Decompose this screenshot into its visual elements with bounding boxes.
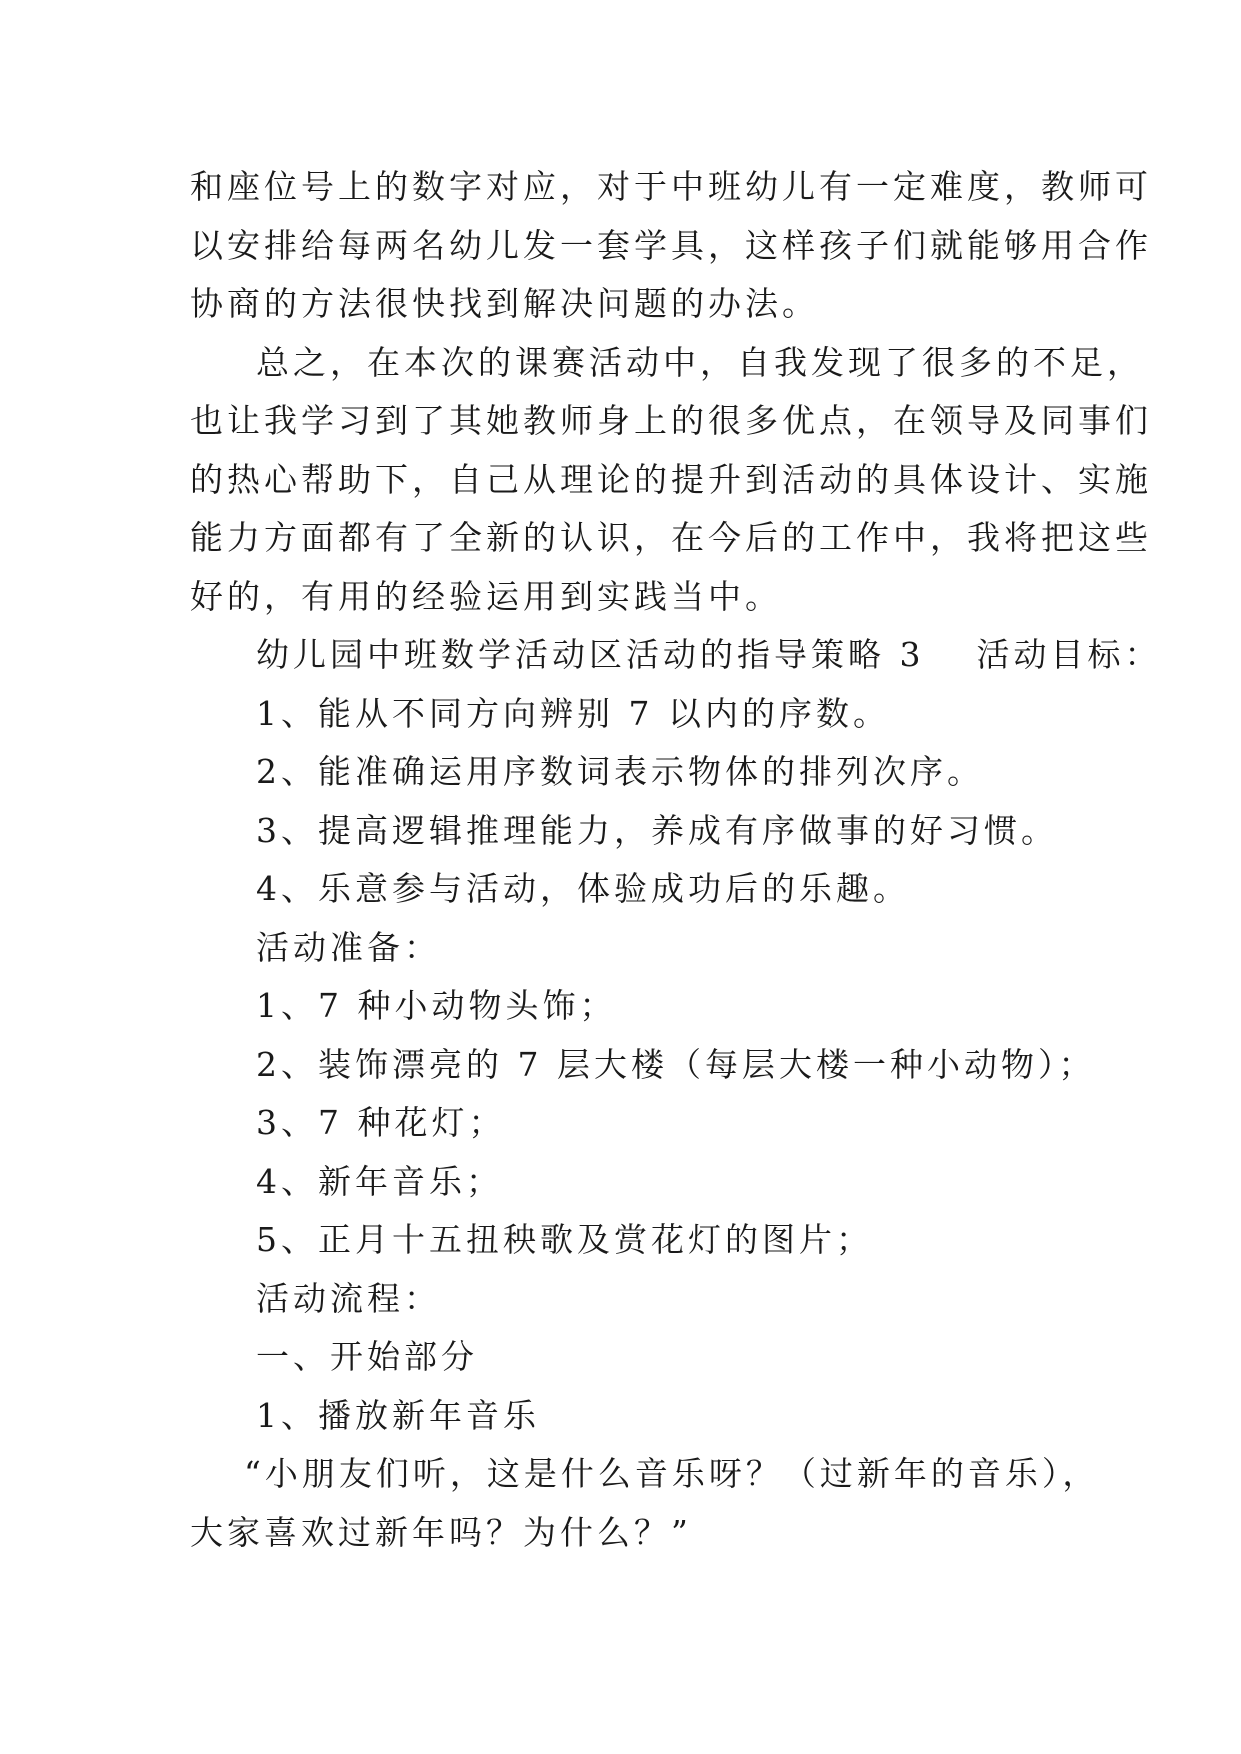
quote-line: 大家喜欢过新年吗？为什么？”	[190, 1512, 692, 1552]
section-heading-goals: 活动目标：	[976, 635, 1162, 674]
text-line: 好的，有用的经验运用到实践当中。	[190, 576, 782, 616]
list-item: 2、装饰漂亮的 7 层大楼（每层大楼一种小动物）；	[256, 1044, 1096, 1084]
document-page	[190, 158, 1162, 1562]
list-item: 3、提高逻辑推理能力，养成有序做事的好习惯。	[256, 810, 1058, 850]
section-title-line	[190, 626, 1162, 685]
list-item: 4、乐意参与活动，体验成功后的乐趣。	[256, 869, 910, 908]
subsection-heading: 一、开始部分	[256, 1337, 478, 1376]
text-line: 能力方面都有了全新的认识，在今后的工作中，我将把这些	[190, 518, 1152, 557]
list-item: 1、能从不同方向辨别 7 以内的序数。	[256, 693, 890, 733]
list-item: 1、播放新年音乐	[256, 1395, 540, 1435]
section-heading-preparation: 活动准备：	[256, 927, 441, 967]
text-line: 和座位号上的数字对应，对于中班幼儿有一定难度，教师可	[190, 167, 1152, 206]
list-item: 2、能准确运用序数词表示物体的排列次序。	[256, 752, 984, 791]
text-line: 的热心帮助下，自己从理论的提升到活动的具体设计、实施	[190, 459, 1152, 499]
text-line: 协商的方法很快找到解决问题的办法。	[190, 284, 819, 323]
list-item: 1、7 种小动物头饰；	[256, 986, 617, 1025]
section-title: 幼儿园中班数学活动区活动的指导策略 3	[256, 635, 925, 674]
paragraph-start: 总之，在本次的课赛活动中，自我发现了很多的不足，	[256, 342, 1144, 382]
list-item: 5、正月十五扭秧歌及赏花灯的图片；	[256, 1220, 873, 1259]
list-item: 3、7 种花灯；	[256, 1103, 506, 1142]
text-line: 以安排给每两名幼儿发一套学具，这样孩子们就能够用合作	[190, 225, 1152, 265]
quote-line: “小朋友们听，这是什么音乐呀？（过新年的音乐），	[244, 1454, 1100, 1493]
text-line: 也让我学习到了其她教师身上的很多优点，在领导及同事们	[190, 401, 1152, 440]
section-heading-process: 活动流程：	[256, 1278, 441, 1318]
list-item: 4、新年音乐；	[256, 1161, 503, 1201]
